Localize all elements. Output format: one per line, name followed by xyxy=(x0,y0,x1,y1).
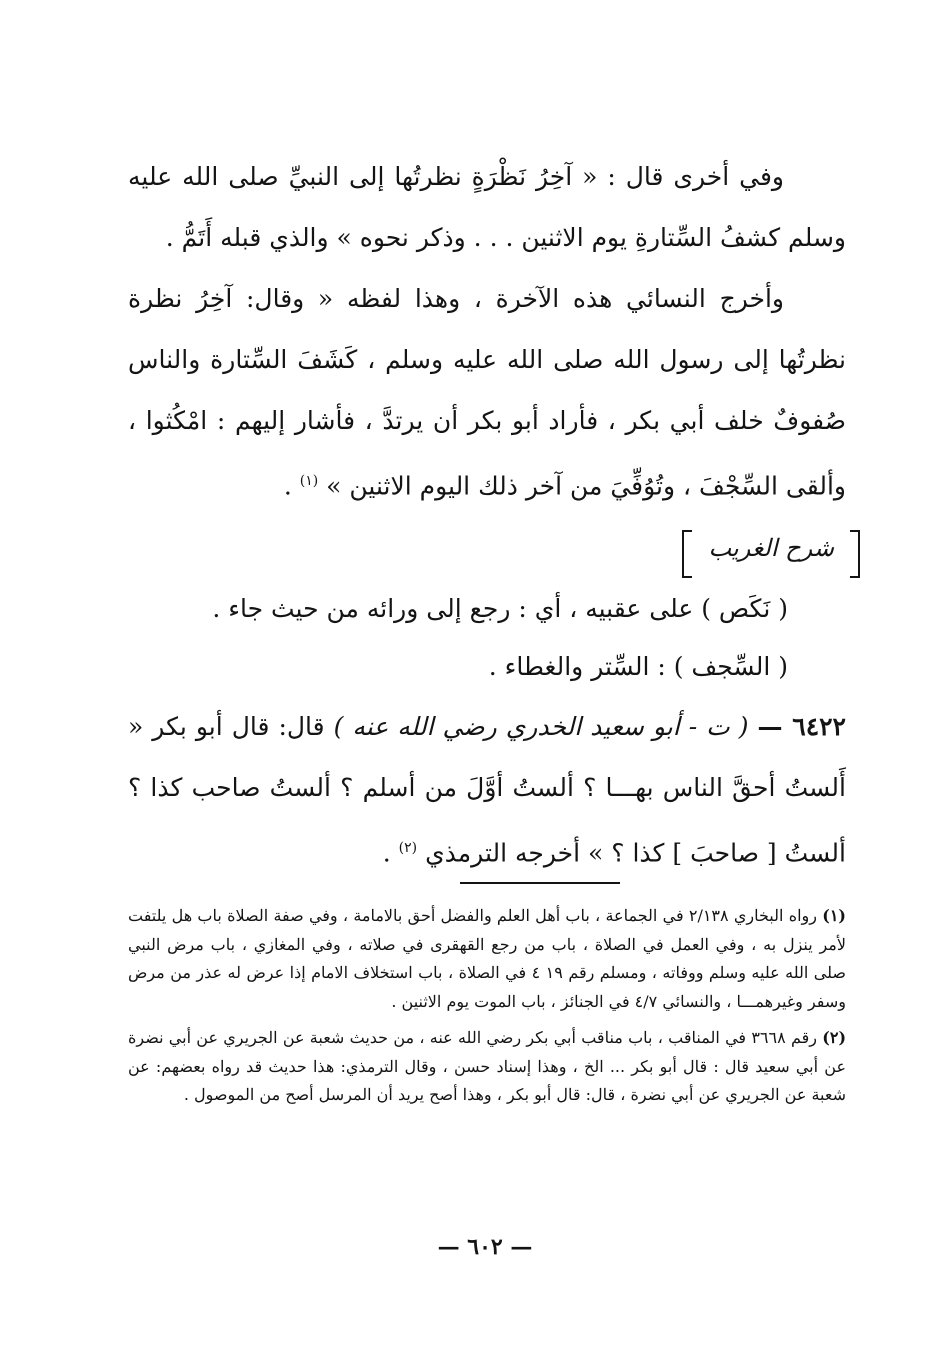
footnote-divider xyxy=(460,882,620,884)
section-heading-text: شرح الغريب xyxy=(708,534,834,563)
footnote-marker: (١) xyxy=(822,906,846,925)
paragraph-end-mark: . xyxy=(283,471,300,501)
gloss-entry: ( السِّجف ) : السِّتر والغطاء . xyxy=(488,652,788,682)
hadith-number: ٦٤٢٢ — xyxy=(757,712,846,742)
gloss-entry: ( نَكَص ) على عقبيه ، أي : رجع إلى ورائه من حيث جاء . xyxy=(212,594,788,624)
paragraph-text: وفي أخرى قال : « آخِرُ نَظْرَةٍ نظرتُها إلى النبيِّ صلى الله عليه وسلم كشفُ السِّتارةِ يوم الاثنين . . . وذكر نحوه » والذي قبله أَتَمُّ . xyxy=(128,162,846,252)
section-heading xyxy=(696,522,846,574)
paragraph-other-narration xyxy=(128,146,846,268)
paragraph-end-mark: . xyxy=(382,838,399,868)
paragraph-nasai-narration xyxy=(128,268,846,516)
footnotes-block xyxy=(128,902,846,1118)
hadith-narrator: ( ت - أبو سعيد الخدري رضي الله عنه ) xyxy=(333,712,749,742)
hadith-text: قال: قال أبو بكر « أَلستُ أحقَّ الناس بهـــا ؟ ألستُ أوَّلَ من أسلم ؟ ألستُ صاحب كذا ؟ ألستُ [ صاحبَ ] كذا ؟ » أخرجه الترمذي xyxy=(128,712,846,868)
footnote-item xyxy=(128,902,846,1016)
page-number: — ٦٠٢ — xyxy=(437,1234,533,1260)
hadith-paragraph xyxy=(128,696,846,883)
footnote-marker: (٢) xyxy=(822,1028,847,1047)
footnote-text: رقم ٣٦٦٨ في المناقب ، باب مناقب أبي بكر رضي الله عنه ، من حديث شعبة عن الجريري عن أبي نضرة عن أبي سعيد قال : قال أبو بكر ... الخ ، وهذا إسناد حسن ، وقال الترمذي: هذا حديث قد رواه بعضهم: عن شعبة عن الجريري عن أبي نضرة ، قال: قال أبو بكر ، وهذا أصح يريد أن المرسل أصح من الموصول . xyxy=(128,1028,846,1104)
footnote-reference: (٢) xyxy=(398,840,418,857)
main-text-block xyxy=(128,146,846,884)
close-bracket-icon xyxy=(682,530,692,578)
footnote-reference: (١) xyxy=(299,473,319,489)
footnote-item xyxy=(128,1024,846,1110)
section-heading-row xyxy=(128,522,846,580)
open-bracket-icon xyxy=(850,530,860,578)
footnote-text: رواه البخاري ٢/١٣٨ في الجماعة ، باب أهل العلم والفضل أحق بالامامة ، وفي صفة الصلاة باب هل يلتفت لأمر ينزل به ، وفي العمل في الصلاة ، باب من رجع القهقرى في صلاته ، وفي المغازي ، باب مرض النبي صلى الله عليه وسلم ووفاته ، ومسلم رقم ١٩ ٤ في الصلاة ، باب استخلاف الامام إذا عرض له عذر من مرض وسفر وغيرهمـــا ، والنسائي ٤/٧ في الجنائز ، باب الموت يوم الاثنين . xyxy=(128,906,846,1011)
paragraph-text: وأخرج النسائي هذه الآخرة ، وهذا لفظه « وقال: آخِرُ نظرة نظرتُها إلى رسول الله صلى الله عليه وسلم ، كَشَفَ السِّتارة والناس صُفوفٌ خلف أبي بكر ، فأراد أبو بكر أن يرتدَّ ، فأشار إليهم : امْكُثوا ، وألقى السِّجْفَ ، وتُوُفِّيَ من آخر ذلك اليوم الاثنين » xyxy=(128,284,846,501)
